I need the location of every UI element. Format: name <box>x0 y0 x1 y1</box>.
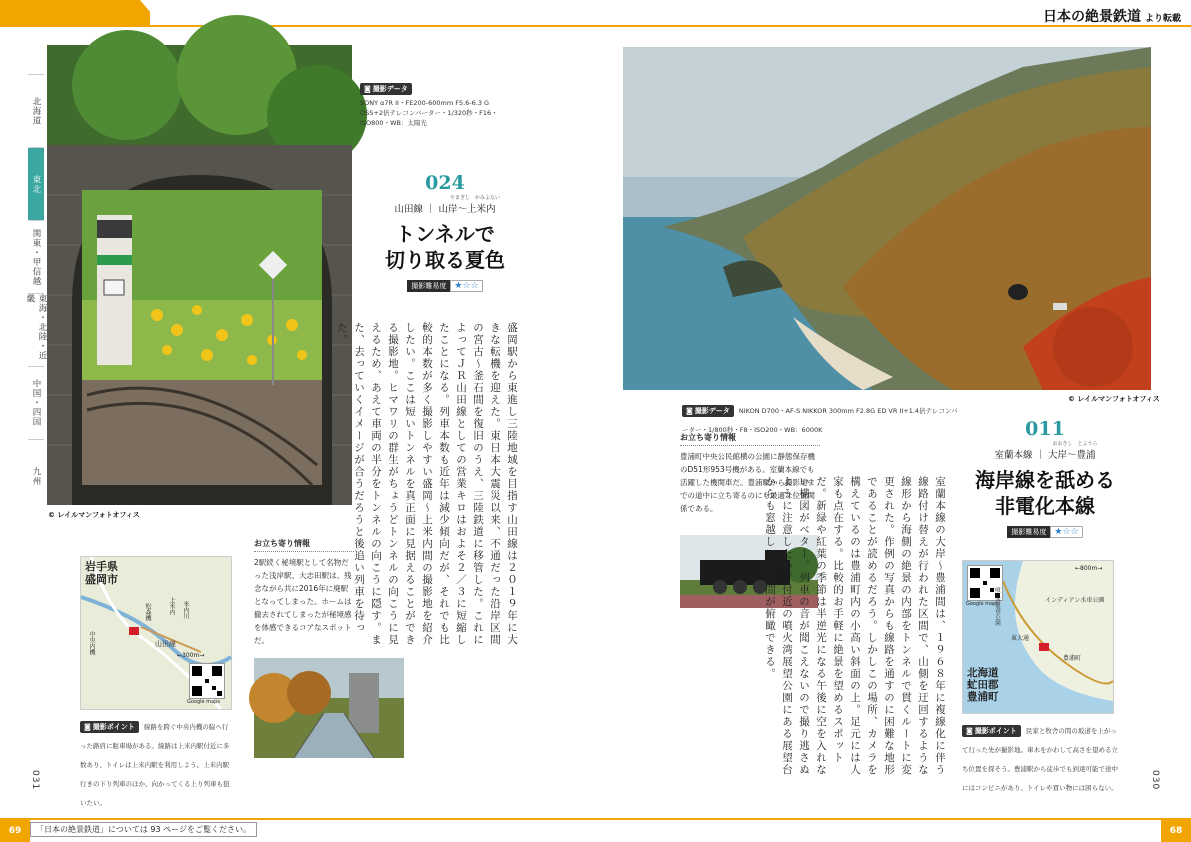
station-photo <box>254 658 404 758</box>
left-camera-box <box>360 76 510 128</box>
right-camera-box <box>682 398 962 436</box>
index-tab-kanto[interactable]: 関東・甲信越 <box>28 220 44 293</box>
right-body-text: 室蘭本線の大岸～豊浦間は、１９６８年に複線化に伴う線路付け替えが行われた区間で、山側を迂回するような線形から海側の絶景の内部をトンネルで貫くルートに変更された。作例の写真からも線路を通すのに困難な地形であることが読めるだろう。しかしこの場所、カメラを構えているのは豊浦町内の小高い斜面の上。足元には人家も点在する。比較的お手軽に絶景を望めるスポットだ。新緑や紅葉の季節は半逆光になる午後に空を入れない構図がベター。列車の音が聞こえないので撮り逃さぬように注意したい。付近の噴火湾展望公園にある展望台からも窓越しに同区間が俯瞰できる。 <box>764 476 946 776</box>
star-rating: ★☆☆ <box>450 280 482 292</box>
left-map[interactable] <box>80 556 232 710</box>
index-tab-tohoku[interactable]: 東北 <box>28 147 44 220</box>
region-index <box>25 74 47 512</box>
left-route: 山田線 ｜ 山岸～上米内 <box>394 204 496 215</box>
header-book-title: 日本の絶景鉄道 <box>1042 9 1141 25</box>
right-photo-point <box>962 718 1118 794</box>
right-point-text: 民家と牧舎の間の坂道を上がって行った先が撮影地。車木をかわして高さを望める立ち位置を探そう。豊浦駅から徒歩でも到達可能で途中にはコンビニがあり、トイレや買い物には困らない。 <box>962 727 1118 792</box>
map-label: 米内川 <box>182 601 189 619</box>
map-label: 豊浦町 <box>1063 655 1082 662</box>
header-accent-band <box>0 0 150 26</box>
left-photo-credit: © レイルマンフォトオフィス <box>48 511 140 519</box>
right-stopby-title: お立ち寄り情報 <box>680 432 820 446</box>
map-label: 松森機 <box>144 603 151 621</box>
left-map-title: 岩手県 盛岡市 <box>85 560 118 586</box>
map-label: 東大通 <box>1011 635 1030 642</box>
map-google-label: Google maps <box>187 699 220 705</box>
left-stopby-text: 2駅続く秘境駅として名物だった浅岸駅、大志田駅は、残念ながら共に2016年に廃駅となってしまった。ホームは撤去されてしまったが秘境感を体感できるコアなスポットだ。 <box>254 558 352 645</box>
station-photo-art <box>254 658 404 758</box>
qr-code-icon[interactable] <box>189 663 225 699</box>
left-body-text: 盛岡駅から東進し三陸地域を目指す山田線は２０１９年に大きな転機を迎えた。東日本大震災以来、不通だった沿岸区間の宮古～釜石間を復旧のうえ、三陸鉄道に移管した。これによってＪＲ山田線としての営業キロはおよそ２／３に短縮したことになる。列車本数も近年は減少傾向だが、それでも比較的本数が多く撮影しやすい盛岡～上米内間の撮影地を紹介したい。ここは短いトンネルを真正面に見据えることができる撮影地。ヒマワリの群生がちょうどトンネルの向こうに見えるため、あえて車両の半分をトンネルの向こうに隠す。また、去っていくイメージが合うだろうと後追い列車を待った。 <box>336 322 518 646</box>
left-photo-point <box>80 714 232 809</box>
right-difficulty: 撮影難易度 ★☆☆ <box>1007 526 1082 538</box>
coast-photo-art <box>623 47 1151 390</box>
map-scale: ←300m→ <box>177 652 205 659</box>
index-tab-chugoku[interactable]: 中国・四国 <box>28 366 44 439</box>
map-label: 山田線 <box>155 640 176 648</box>
right-route: 室蘭本線 ｜ 大岸～豊浦 <box>994 450 1096 461</box>
left-heading <box>370 172 520 292</box>
left-stopby <box>254 538 354 647</box>
right-camera-tag: ◙ 撮影データ <box>682 405 734 417</box>
star-rating: ★☆☆ <box>1050 526 1082 538</box>
left-stopby-title: お立ち寄り情報 <box>254 538 354 552</box>
header-suffix: より転載 <box>1144 14 1181 24</box>
camera-icon: ◙ <box>966 727 973 735</box>
footer-left-page: 69 <box>0 820 30 842</box>
left-section-ruby: やまぎし かみよない <box>449 195 500 201</box>
camera-icon: ◙ <box>364 85 371 93</box>
footer-note: 「日本の絶景鉄道」については 93 ページをご覧ください。 <box>30 822 257 837</box>
left-difficulty: 撮影難易度 ★☆☆ <box>407 280 482 292</box>
right-stopby-text: 豊浦町中央公民館横の公園に静態保存機のD51形953号機がある。室蘭本線でも活躍した機関車だ。豊浦駅から撮影地までの道中に立ち寄るのにも最適な位置関係である。 <box>680 452 815 513</box>
right-map-title: 北海道 虻田郡 豊浦町 <box>967 667 999 703</box>
left-spot-number: 024 <box>425 172 465 194</box>
right-map[interactable] <box>962 560 1114 714</box>
left-point-tag: ◙ 撮影ポイント <box>80 721 139 733</box>
left-page-number: 031 <box>30 770 40 791</box>
right-spot-number: 011 <box>1025 418 1065 440</box>
left-camera-data: SONY α7R II・FE200-600mm F5.6-6.3 G OSS+2倍テレコンバーター・1/320秒・F16・ISO800・WB：太陽光 <box>360 99 498 127</box>
camera-icon: ◙ <box>84 723 91 731</box>
right-article-title: 海岸線を舐める 非電化本線 <box>975 468 1115 518</box>
right-heading <box>955 418 1135 538</box>
right-section-ruby: おおきし とようら <box>1052 441 1098 447</box>
map-label: 噴火湾展望公園 <box>994 587 1000 626</box>
footer-right-page: 68 <box>1161 820 1191 842</box>
map-google-label: Google maps <box>966 601 999 607</box>
map-label: 上米内 <box>168 597 175 615</box>
tunnel-photo-art <box>47 45 352 505</box>
right-photo-credit: © レイルマンフォトオフィス <box>1068 395 1160 403</box>
footer-rule <box>0 818 1191 820</box>
map-label: インディアン水車公園 <box>1045 597 1105 604</box>
header-title <box>1043 6 1181 26</box>
coast-photo <box>623 47 1151 390</box>
header-rule <box>0 25 1191 27</box>
left-camera-tag: ◙ 撮影データ <box>360 83 412 95</box>
camera-icon: ◙ <box>686 407 693 415</box>
index-tab-hokkaido[interactable]: 北海道 <box>28 74 44 147</box>
left-article-title: トンネルで 切り取る夏色 <box>385 222 505 272</box>
right-camera-data: NIKON D700・AF-S NIKKOR 300mm F2.8G ED VR II+1.4倍テレコンバーター・1/800秒・F8・ISO200・WB：6000K <box>682 407 958 434</box>
left-point-text: 線路を跨ぐ中央内機の脇へ行った路肩に駐車場がある。線路は上米内駅付近に多数あり、トイレは上米内駅を利用しよう。上米内駅行きの下り列車のほか、向かってくる上り列車も狙いたい。 <box>80 723 230 807</box>
index-tab-kyushu[interactable]: 九州 <box>28 439 44 512</box>
right-point-tag: ◙ 撮影ポイント <box>962 725 1021 737</box>
tunnel-photo <box>47 45 352 505</box>
map-label: 中央内機 <box>88 631 95 655</box>
index-tab-tokai[interactable]: 東海・北陸・近畿 <box>28 293 44 366</box>
map-scale: ←800m→ <box>1075 565 1103 572</box>
right-page-number: 030 <box>1150 770 1160 791</box>
